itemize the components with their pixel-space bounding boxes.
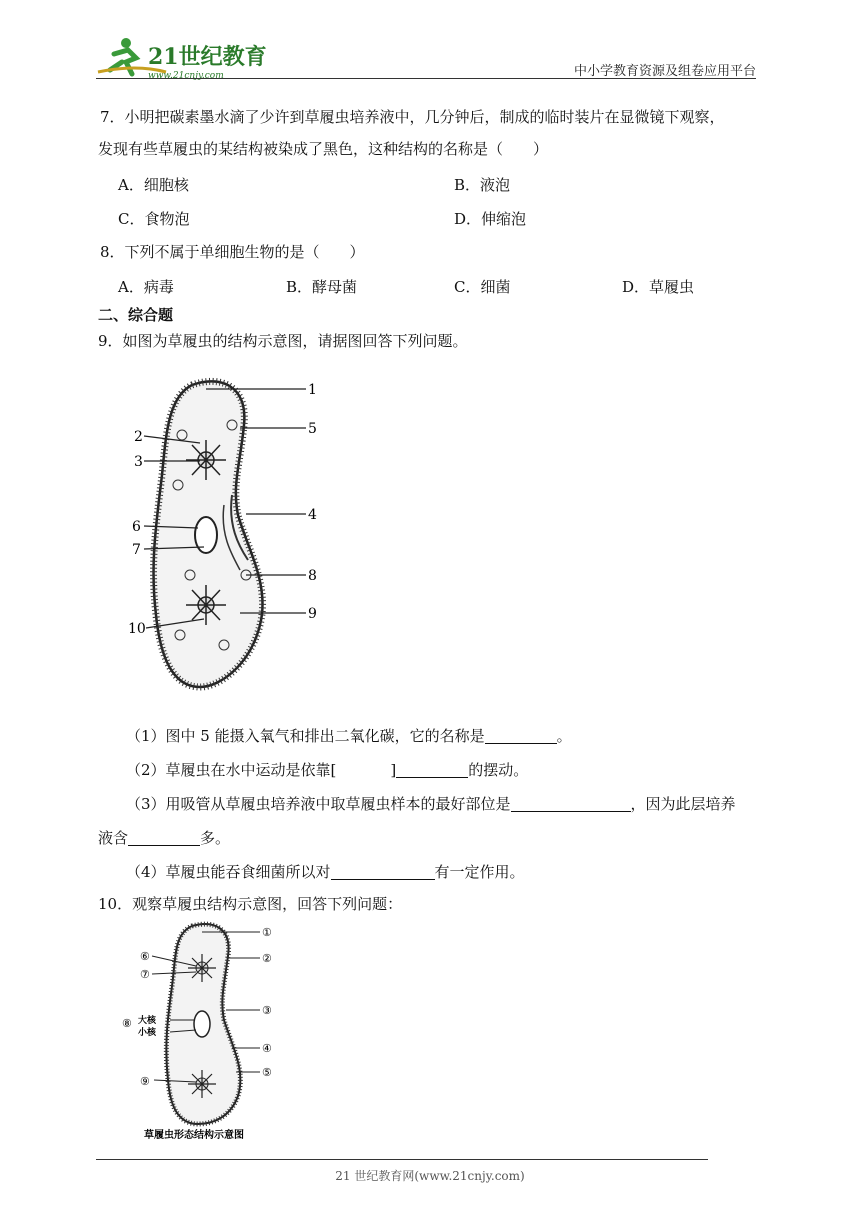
paramecium-diagram-2 [122,920,292,1144]
diagram-2-label-1: ① [262,926,272,939]
q7-option-b[interactable]: B．液泡 [454,176,511,194]
diagram-1-label-4: 4 [308,507,317,523]
logo-text: 21世纪教育 [148,44,267,70]
diagram-2-label-2: ② [262,952,272,965]
q9-sub2-blank[interactable] [396,761,468,778]
diagram-2-caption: 草履虫形态结构示意图 [144,1130,244,1141]
paramecium-diagram-1 [120,375,330,695]
paramecium-body [154,381,263,687]
q9-sub3-cont: 液含 多。 [98,829,231,847]
q9-sub2: （2）草履虫在水中运动是依靠[ ] 的摆动。 [126,761,529,779]
diagram-1-label-6: 6 [132,519,141,535]
q7-option-a[interactable]: A．细胞核 [118,176,189,194]
diagram-2-label-3: ③ [262,1004,272,1017]
q9-sub4-blank[interactable] [331,863,435,880]
diagram-2-label-4: ④ [262,1042,272,1055]
diagram-1-label-3: 3 [134,454,143,470]
q9-sub4: （4）草履虫能吞食细菌所以对 有一定作用。 [126,863,525,881]
q8-stem: 8．下列不属于单细胞生物的是（ ） [100,243,365,261]
q7-line2: 发现有些草履虫的某结构被染成了黑色，这种结构的名称是（ ） [98,140,549,158]
diagram-2-label-9: ⑨ [140,1075,150,1088]
diagram-1-label-1: 1 [308,382,317,398]
site-logo [96,34,266,82]
q9-sub3-blank2[interactable] [128,829,200,846]
diagram-2-label-6: ⑥ [140,950,150,963]
header-platform-name: 中小学教育资源及组卷应用平台 [573,64,756,79]
diagram-2-label-5: ⑤ [262,1066,272,1079]
diagram-2-label-8: ⑧ [122,1017,132,1030]
diagram-1-label-7: 7 [132,542,141,558]
diagram-1-label-2: 2 [134,429,143,445]
diagram-2-label-macronucleus: 大核 [138,1016,157,1026]
q9-sub3: （3）用吸管从草履虫培养液中取草履虫样本的最好部位是 ，因为此层培养 [126,795,736,813]
diagram-1-label-10: 10 [128,621,146,637]
section-heading: 二、综合题 [98,306,174,324]
q10-stem: 10．观察草履虫结构示意图，回答下列问题： [98,895,403,913]
q7-line1: 7．小明把碳素墨水滴了少许到草履虫培养液中，几分钟后，制成的临时装片在显微镜下观察， [100,108,725,126]
q8-option-c[interactable]: C．细菌 [454,278,511,296]
logo-url: www.21cnjy.com [148,71,224,81]
footer-site[interactable]: 21 世纪教育网(www.21cnjy.com) [335,1169,525,1183]
diagram-2-label-micronucleus: 小核 [138,1028,157,1038]
q8-option-b[interactable]: B．酵母菌 [286,278,358,296]
diagram-1-label-5: 5 [308,421,317,437]
q9-stem: 9．如图为草履虫的结构示意图，请据图回答下列问题。 [98,332,468,350]
q9-sub3-blank1[interactable] [511,795,631,812]
q7-option-c[interactable]: C．食物泡 [118,210,190,228]
q9-sub1: （1）图中 5 能摄入氧气和排出二氧化碳，它的名称是 。 [126,727,572,745]
q7-option-d[interactable]: D．伸缩泡 [454,210,527,228]
q9-sub1-blank[interactable] [485,727,557,744]
diagram-1-label-8: 8 [308,568,317,584]
diagram-2-label-7: ⑦ [140,968,150,981]
q8-option-a[interactable]: A．病毒 [118,278,174,296]
q8-option-d[interactable]: D．草履虫 [622,278,695,296]
diagram-1-label-9: 9 [308,606,317,622]
footer-divider [96,1159,708,1160]
header-divider [96,78,756,79]
